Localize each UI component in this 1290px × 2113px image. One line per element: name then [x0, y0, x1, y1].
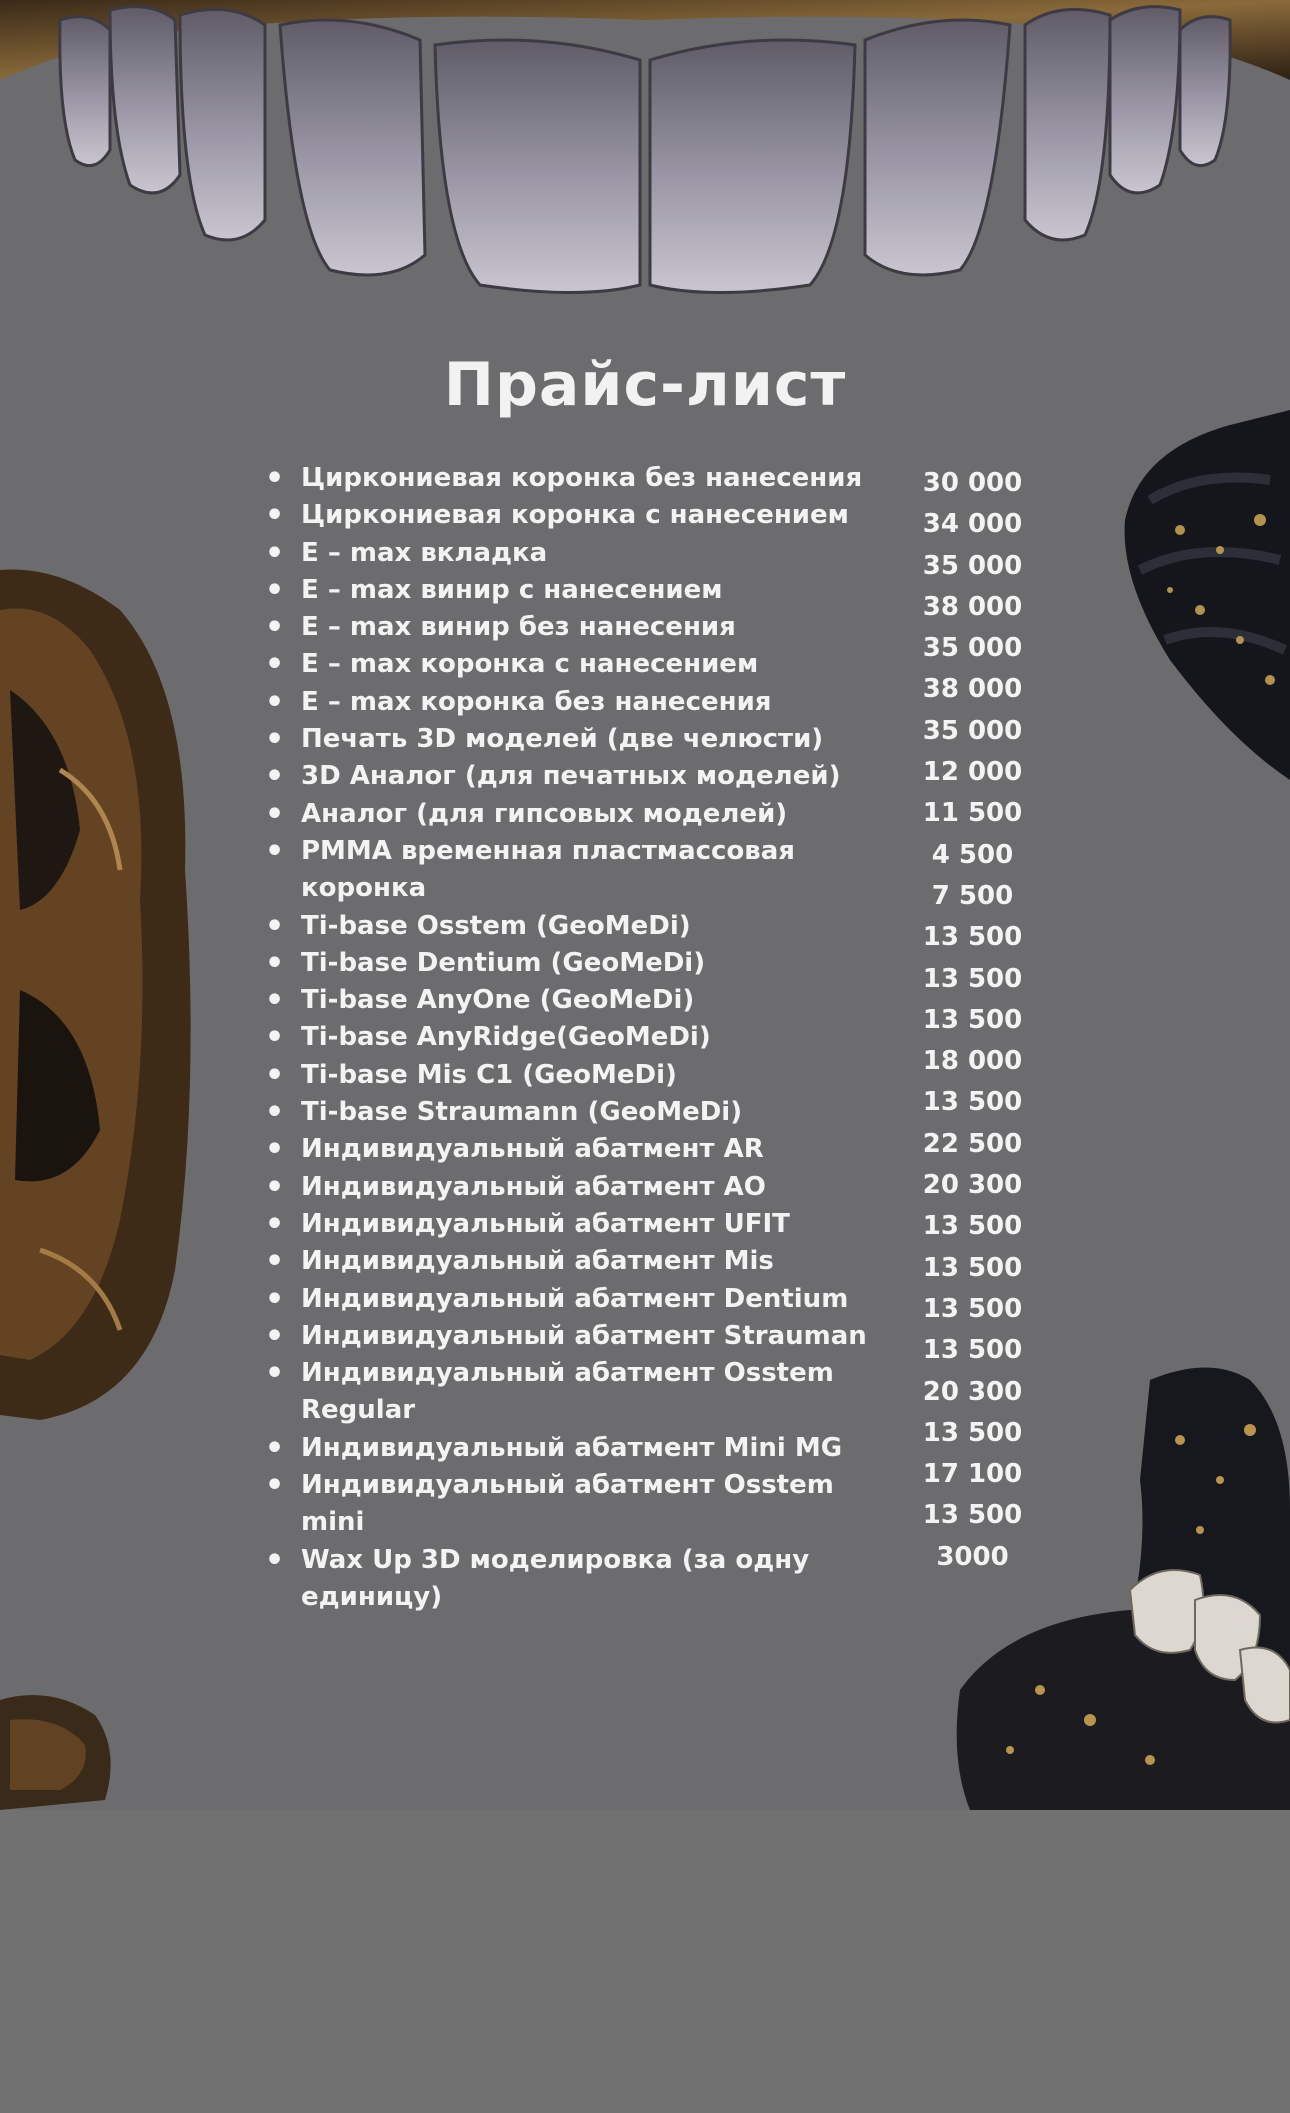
price-value: 13 500 [922, 1087, 1023, 1118]
price-value: 13 500 [922, 1293, 1023, 1324]
service-item: • Индивидуальный абатмент Mini MG [265, 1430, 885, 1467]
price-value: 13 500 [922, 922, 1023, 953]
price-value: 7 500 [931, 880, 1014, 911]
service-item: • E – max коронка без нанесения [265, 684, 885, 721]
price-value: 35 000 [922, 550, 1023, 581]
service-item: • Ti-base AnyOne (GeoMeDi) [265, 982, 885, 1019]
price-value: 38 000 [922, 591, 1023, 622]
service-item: • Ti-base Dentium (GeoMeDi) [265, 945, 885, 982]
service-item: • E – max винир без нанесения [265, 609, 885, 646]
price-value: 13 500 [922, 1417, 1023, 1448]
service-item: • Аналог (для гипсовых моделей) [265, 796, 885, 833]
price-value: 4 500 [931, 839, 1014, 870]
price-value: 13 500 [922, 1335, 1023, 1366]
service-item: • Ti-base Straumann (GeoMeDi) [265, 1094, 885, 1131]
service-item: • Циркониевая коронка с нанесением [265, 497, 885, 534]
price-value: 20 300 [922, 1170, 1023, 1201]
service-item: • 3D Аналог (для печатных моделей) [265, 758, 885, 795]
price-value: 13 500 [922, 1500, 1023, 1531]
service-item: • Индивидуальный абатмент Osstem mini [265, 1467, 885, 1542]
bronze-rock-left-bottom [0, 1690, 115, 1810]
black-gold-rock-right-top [1110, 410, 1290, 790]
price-value: 34 000 [922, 509, 1023, 540]
service-item: • Индивидуальный абатмент AO [265, 1169, 885, 1206]
price-value: 20 300 [922, 1376, 1023, 1407]
page-title: Прайс-лист [443, 350, 847, 420]
price-value: 13 500 [922, 1211, 1023, 1242]
teeth-illustration [0, 0, 1290, 310]
price-value: 22 500 [922, 1128, 1023, 1159]
service-item: • Индивидуальный абатмент Dentium [265, 1281, 885, 1318]
service-item: • Печать 3D моделей (две челюсти) [265, 721, 885, 758]
service-item: • E – max вкладка [265, 535, 885, 572]
price-value: 18 000 [922, 1046, 1023, 1077]
price-value: 12 000 [922, 757, 1023, 788]
service-item: • Ti-base Mis C1 (GeoMeDi) [265, 1057, 885, 1094]
price-value: 35 000 [922, 715, 1023, 746]
price-value: 13 500 [922, 1252, 1023, 1283]
price-value: 13 500 [922, 963, 1023, 994]
service-item: • Индивидуальный абатмент AR [265, 1131, 885, 1168]
service-item: • Ti-base AnyRidge(GeoMeDi) [265, 1019, 885, 1056]
service-item: • Ti-base Osstem (GeoMeDi) [265, 908, 885, 945]
price-value: 30 000 [922, 468, 1023, 498]
price-value: 35 000 [922, 633, 1023, 664]
price-value: 3000 [936, 1541, 1009, 1572]
service-item: • Wax Up 3D моделировка (за одну единицу) [265, 1542, 885, 1617]
price-value: 38 000 [922, 674, 1023, 705]
service-item: • E – max винир с нанесением [265, 572, 885, 609]
price-value: 13 500 [922, 1004, 1023, 1035]
service-item: • Циркониевая коронка без нанесения [265, 460, 885, 497]
service-item: • E – max коронка с нанесением [265, 646, 885, 683]
price-column [900, 463, 1045, 1578]
bottom-band [0, 1810, 1290, 2113]
service-item: • Индивидуальный абатмент Mis [265, 1243, 885, 1280]
price-value: 11 500 [922, 798, 1023, 829]
service-item: • PMMA временная пластмассовая коронка [265, 833, 885, 908]
service-item: • Индивидуальный абатмент UFIT [265, 1206, 885, 1243]
service-item: • Индивидуальный абатмент Strauman [265, 1318, 885, 1355]
service-item: • Индивидуальный абатмент Osstem Regular [265, 1355, 885, 1430]
bronze-rock-left [0, 570, 210, 1430]
price-value: 17 100 [922, 1459, 1023, 1490]
